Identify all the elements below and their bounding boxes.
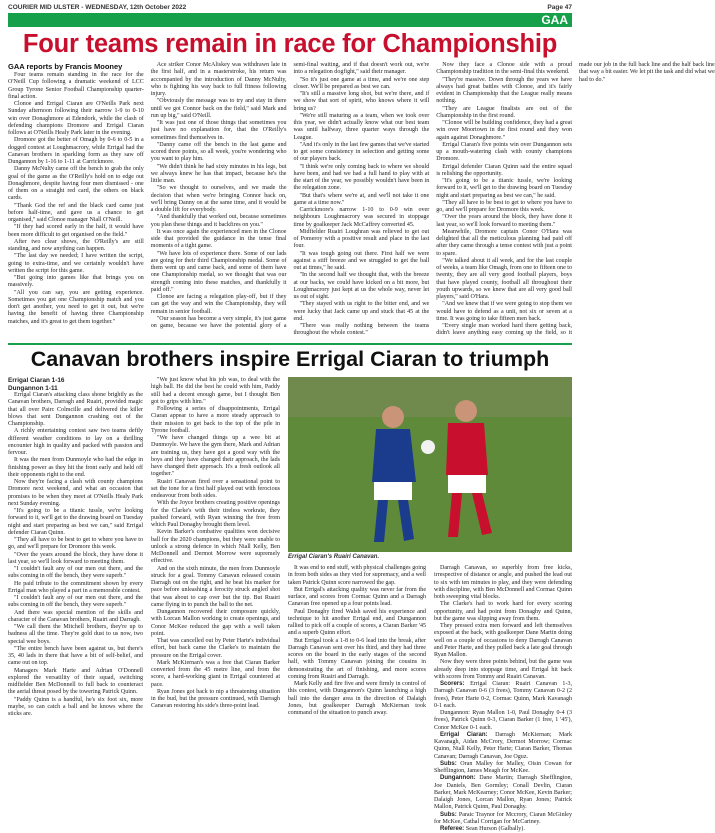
story2-paragraph: "Over the years around the block, they have done it last year, so we'll look forward to meeting them. [8,551,143,565]
story1-paragraph: "It's going to be a titanic tussle, we're looking forward to it, we'll get to the drawing board on Tuesday night and start preparing as best we can," he said. [436,178,572,199]
story2-body [8,377,573,832]
lineup-text: Sean Hurson (Galbally). [465,826,525,832]
lineup-entry [434,681,572,710]
story1-paragraph: "And thankfully that worked out, because sometimes you plan these things and it backfires on you." [150,214,287,228]
story2-paragraph: "We call them the Mitchell brothers, they're up to badness all the time. They're gold dust to us now, two special wee boys. [8,624,143,645]
story1-paragraph: "Danny came off the bench in the last game and scored three points, so all week, you're wondering who you want to play him. [150,141,287,163]
story1-paragraph: Danny McNulty came off the bench to grab the only goal of the game as the O'Reilly's hold on to edge out Donaghmore, despite having four men dismissed - one of them on a straight red card, the others on black cards. [8,166,144,202]
story1-paragraph: "But going into games like that brings you on massively. [8,275,144,289]
story1-paragraph: "We didn't think he had sixty minutes in his legs, but we always knew he has that impact, because he's the little man. [150,163,287,184]
lineup-entry [434,826,572,833]
story1-paragraph: Clonoe are facing a relegation play-off, but if they can get the way and win the Championship, they will remain in senior football. [150,294,287,315]
story2-paragraph: Managers Mark Harte and Adrian O'Donnell explored the versatility of their squad, switching midfielder Ben McDonnell to full back to counteract the aerial threat posed by the towering Patrick Quinn. [8,667,143,696]
story2-headline: Canavan brothers inspire Errigal Ciaran to triumph [30,347,550,371]
story1-paragraph: Ace striker Conor McAliskey was withdrawn late in the first half, and in a masterstroke, his return was accompanied by the introduction of Danny McNulty, who is fighting his way back to full fitness following injury. [150,62,287,97]
story2-paragraph: And there was special mention of the skills and character of the Canavan brothers, Ruairi and Darragh. [8,609,143,623]
story2-paragraph: And on the sixth minute, the men from Dunmoyle struck for a goal. Tommy Canavan released cousin Darragh out on the right, and he beat his marker for pace before unleashing a ferocity struck angled shot that was about to cap over but the tip. But Ruairi came flying in to punch the ball to the net. [151,565,280,608]
story1-paragraph: "If they had scored early in the half, it would have been more difficult to get organised on the field." [8,224,144,238]
story1-paragraph: Clonoe and Errigal Ciaran are O'Neills Park next Sunday afternoon following their narrow 1-9 to 0-10 win over Donaghmore at Edendork, while the clash of defending champions Dromore and Errigal Ciaran follows at O'Neills Healy Park later in the evening. [8,101,144,136]
lineup-text: Oran Malley for Malley, Oisin Cowan for Shefflington, James Meagh for McKee. [434,760,573,774]
story1-paragraph: "But that's where we're at, and we'll not take it one game at a time now." [293,192,430,206]
story1-paragraph: It was once again the experienced men in the Clonoe side that provided the guidance in the tense final moments of a tight game. [150,228,287,250]
story1-paragraph: Meanwhile, Dromore captain Conor O'Hara was delighted that all the meticulous planning had paid off after they came through a tense contest with just a point to spare. [436,228,572,257]
story1-paragraph: Four teams remain standing in the race for the O'Neill Cup following a dramatic weekend of LCC Group Tyrone Senior Football Championship quarter-final action. [8,72,144,100]
story2-paragraph: Following a series of disappointments, Errigal Ciaran appear to have a more steady approach to their mission to get back to the top of the pile in Tyrone football. [151,406,280,434]
story2-column-b [151,377,280,732]
story1-paragraph: "Our season has become a very simple, it's just game on game, because we have the potential glory of a semi-final waiting, and if that doesn't work out, we're into a relegation dogfight," said their manager. [150,62,430,329]
story1-paragraph: "So it's just one game at a time, and we're one step closer. We'll be prepared as best we can. [293,76,430,90]
story1-paragraph: "We have lots of experience there. Some of our lads are going for their third Championship medal. Some of them went up and came back, and some of them have one Championship medal, so we thought that was our strength coming into these matches, and thankfully it paid off." [150,250,287,293]
story1-paragraph: "There was really nothing between the teams throughout the whole contest." [293,323,430,337]
lineup-label: Referee: [440,826,466,832]
lineup-entry [434,710,572,732]
story1-paragraph: "They're massive. Down through the years we have always had great battles with Clonoe, and it's fairly evident in Championship that the League really means nothing. [436,76,572,105]
story1-paragraph: "Over the years around the block, they have done it last year, so we'll look forward to meeting them." [436,214,572,228]
story2-paragraph: Ruairi Canavan fired over a sensational point to set the tone for a first half played out with ferocious endeavour from both sides. [151,478,280,499]
story1-paragraph: "We're still maturing as a team, when we took over this year, we didn't actually know what our best team was until halfway, three quarter ways through the League. [293,112,430,141]
story2-paragraph: Paul Donaghy fired Walsh saved his experience and technique to hit another Errigal end, and Dungannon rallied to pick off a couple of scores, a Ciaran Barker '45 and a superb Quinn effort. [288,608,426,637]
story1-paragraph: "And we knew that if we were going to stop them we would have to defend as a unit, not six or seven at a time. It was going to take fifteen men back. [436,301,572,322]
masthead-bar [8,3,572,13]
section-bar [8,13,572,27]
story2-paragraph: Mark Kelly and fire five and were firmly in control of this contest, with Dungannon's Quinn launching a high ball into the danger area in the direction of Dalaigh Jones, but goalkeeper Darragh McKiernan took command of the situation to punch away. [288,681,426,716]
story-divider [8,343,572,345]
story1-paragraph: "I think we're only coming back to where we should have been, and had we had a full hand to play with at the start of the year, we possibly wouldn't have been in the relegation zone. [293,163,430,192]
story1-paragraph: Now they face a Clonoe side with a proud Championship tradition in the semi-final this weekend. [436,62,572,76]
story2-paragraph: With the Joyce brothers creating positive openings for the Clarke's with their tireless workrate, they pushed forward, with Ryan winning the free from which Paul Donaghy brought them level. [151,500,280,528]
story1-paragraph: "It was tough going out there. First half we were against a stiff breeze and we struggled to get the ball out at times," he said. [293,250,430,271]
story1-paragraph: "Obviously the message was to try and stay in there until we got Connor back on the field," said Mark and run up big," said O'Neill. [150,98,287,119]
story1-paragraph: "So we thought to ourselves, and we made the decision that when we're bringing Connor back on, we'll bring Danny on at the same time, and it would be a double lift for everybody. [150,185,287,213]
story2-paragraph: Ryan Jones got back to nip a threatening situation in the bud, but the pressure continued, with Darragh Canavan restoring his side's three-point lead. [151,688,280,710]
story1-paragraph: "Clonoe will be building confidence, they had a great win over Moortown in the first round and they won again against Donaghmore." [436,120,572,141]
story2-paragraph: "I couldn't fault any of our men out there, and the subs coming in off the bench, they were superb." [8,566,143,580]
lineup-label: Subs: [440,811,459,818]
story2-paragraph: It was end to end stuff, with physical challenges going in from both sides as they vied for supremacy, and a well taken Patrick Quinn score narrowed the gap. [288,565,426,586]
story1-paragraph: "Thank God the ref and the black card came just before half-time, and gave us a chance to get organised," said Clonoe manager Niall O'Neill. [8,202,144,223]
lineup-text: Dungannon: Ryan Mallon 1-0, Paul Donaghy 0-4 (3 frees), Patrick Quinn 0-3, Ciaran Barker (1 free, 1 '45'), Conor McKee 0-1 each. [434,710,572,731]
story1-columns [8,62,715,340]
photo-caption: Errigal Ciaran's Ruairi Canavan. [288,554,380,560]
story2-paragraph: "They all have to be best to get to where you have to go, and we'll prepare for Dromore this week. [8,537,143,551]
story1-byline: GAA reports by Francis Mooney [8,62,123,71]
section-label: GAA [541,13,568,27]
story2-paragraph: That was cancelled out by Peter Harte's individual effort, but back came the Clarke's to maintain the pressure on the Errigal cover. [151,638,280,659]
story2-paragraph: "Paddy Quinn is a handful, he's six foot six, more maybe, so can catch a ball and he knows where the sticks are. [8,696,143,718]
story1-paragraph: "They stayed with us right to the bitter end, and we were lucky that Jack came up and stuck that 45 at the end. [293,301,430,322]
lineup-text: Paraic Traynor for Mccrory, Ciaran McGinley for McKee, Cathal Corrigan for McCartney. [434,811,572,825]
lineup-label: Errigal Ciaran: [440,731,496,738]
story2-paragraph: "The entire bench have been against us, but there's 35, 40 lads in there that have a bit of self-belief, and came out on top. [8,645,143,667]
story1-paragraph: Errigal Ciaran's five points win over Dungannon sets up a mouth-watering clash with county champions Dromore. [436,141,572,163]
story1-paragraph: Carrickmore's narrow 1-10 to 0-9 win over neighbours Loughmacrory was secured in stoppage time by goalkeeper Jack McCaffrey converted 45. [293,207,430,228]
story1-headline: Four teams remain in race for Championship [22,30,558,58]
lineup-label: Scorers: [440,681,471,687]
story2-column-a [8,377,143,732]
story1-paragraph: "Every single man worked hard there getting back, didn't leave anything easy coming up the field, so it made our job in the full back line and the half back line that way a bit easier. We let pit the task and did what we had to do." [436,62,715,337]
story2-paragraph: Now they're facing a clash with county champions Dromore next weekend, and what an occasion that promises to be when they meet at O'Neills Healy Park next Sunday evening. [8,479,143,507]
story2-column-e [434,565,573,832]
lineup-entry [434,761,572,776]
lineup-label: Subs: [440,760,461,767]
story1-body [8,62,715,340]
story2-column-d [288,565,426,732]
story2-paragraph: Darragh Canavan, so superbly from free kicks, irrespective of distance or angle, and pushed the lead out to six with ten minutes to play, and they were defending with discipline, with Ben McDonnell and Cormac Quinn both sweeping vital blocks. [434,565,572,600]
match-photo-illustration [288,377,572,552]
score-line-2: Dungannon 1-11 [8,384,58,392]
lineup-entry [434,775,572,811]
football-shape [421,440,435,454]
story2-paragraph: A richly entertaining contest saw two teams deftly different weather conditions to lay on a thrilling encounter high in quality and packed with passion and fervour. [8,428,143,457]
page-number: Page 47 [547,4,572,11]
story1-paragraph: "It was just one of those things that sometimes you just have no explanation for, that the O'Reilly's sometimes find themselves in. [150,120,287,141]
story2-paragraph: "We have changed things up a wee bit at Dunmoyle. We have the gym there, Mark and Adrian are training us, they have got a good way with the boys and they have changed their approach, the lads have changed their approach. It's a fresh outlook all together." [151,435,280,478]
story2-paragraph: The Clarke's had to work hard for every scoring opportunity, and had point from Donaghy and Quinn, but the game was slipping away from them. [434,601,572,622]
story2-paragraph: Kevin Barker's combative qualities won decisive ball for the 2020 champions, but they were unable to unlock a strong defence in which Niall Kelly, Ben McDonnell and Dermot Morrow were supremely effective. [151,529,280,565]
score-line-1: Errigal Ciaran 1-16 [8,377,65,384]
story2-paragraph: But Errigal took a 1-8 to 0-6 lead into the break, after Darragh Canavan sent over his third, and they had three scores on the board in the early stages of the second half, with Tommy Canavan joining the cousins in demonstrating the art of finishing, and more scores coming from Ruairi and Darragh. [288,637,426,680]
story2-paragraph: It was the men from Dunmoyle who had the edge in finishing power as they hit the front early and held off their opponents right to the end. [8,457,143,478]
story1-paragraph: Dromore got the better of Omagh by 0-6 to 0-5 in a dogged contest at Loughmacrory, while Errigal had the Canavan brothers in sparkling form as they saw off Dungannon by 1-16 to 1-11 at Carrickmore. [8,137,144,165]
match-photo [288,377,572,552]
story2-paragraph: They pressed extra men forward and left themselves exposed at the back, with goalkeeper Dane Martin doing well on a couple of occasions to deny Darragh Canavan and Peter Harte, and they pulled back a late goal through Ryan Mallon. [434,623,572,658]
story2-paragraph: Now they were three points behind, but the game was already deep into stoppage time, and Errigal hit back with scores from Tommy and Ruairi Canavan. [434,659,572,680]
lineup-entry [434,732,572,761]
story1-paragraph: "It's still a massive long shot, but we're there, and if we show that sort of spirit, who knows where it will bring us? [293,91,430,112]
story1-paragraph: "In the second half we thought that, with the breeze at our backs, we could have kicked on a bit more, but Loughmacrory just kept at us the whole way, never let us out of sight. [293,272,430,300]
story1-paragraph: "We talked about it all week, and for the last couple of weeks, a team like Omagh, from one to fifteen one to twenty, they are all very good football players, boys that have played county, football all throughout their youth upwards, so we knew that are all very good ball players," said O'Hara. [436,257,572,300]
lineup-entry [434,812,572,827]
story1-paragraph: Midfielder Ruairi Loughran was relieved to get out of Pomeroy with a positive result and place in the last four. [293,228,430,250]
story1-paragraph: After two clear shows, the O'Reilly's are still standing, and now anything can happen. [8,238,144,252]
story2-paragraph: Dungannon recovered their composure quickly, with Lorcan Mallon working to create openings, and Conor McKee reduced the gap with a well taken point. [151,609,280,637]
story2-paragraph: Errigal Ciaran's attacking class shone brightly as the Canavan brothers, Darragh and Ruairi, provided magic that all over Pairc Colmcille and delivered the killer blows that sent Dungannon crashing out of the Championship. [8,392,143,428]
lineup-text: Errigal Ciaran: Ruairi Canavan 1-3, Darragh Canavan 0-6 (3 frees), Tommy Canavan 0-2 (2 frees), Peter Harte 0-2, Cormac Quinn, Mark Kavanagh 0-1 each. [434,681,572,709]
story1-paragraph: "All you can say, you are getting experience. Sometimes you get one Championship match and you don't get another, you need to get it out, but we're having the benefit of having three Championship matches, and it's great to get them together." [8,289,144,325]
story2-paragraph: Mark McKiernan's was a free that Ciaran Barker converted from the 45 metre line, and from the score, a hard-working giant in Errigal countered at pace. [151,659,280,688]
lineup-text: Darragh McKiernan; Mark Kavanagh, Aidan McCrory, Dermot Morrow; Cormac Quinn, Niall Kelly, Peter Harte; Ciaran Barker, Thomas Canavan; Darragh Canavan, Joe Oguz. [434,731,572,760]
story1-paragraph: "They all have to be best to get to where you have to go, and we'll prepare for Dromore this week. [436,199,572,213]
story2-paragraph: "I couldn't fault any of our men out there, and the subs coming in off the bench, they were superb." [8,595,143,609]
story2-paragraph: "We just know what his job was, to deal with the high ball. He did the best he could with him, Paddy still had a decent enough game, but I thought Ben got to grips with him." [151,377,280,405]
lineup-label: Dungannon: [440,775,480,782]
story1-paragraph: "The last day we needed; I have written the script, going to extra-time, and we certainly wouldn't have written the script for this game. [8,253,144,274]
story2-paragraph: He paid tribute to the commitment shown by every Errigal man who played a part in a memorable contest. [8,580,143,594]
story1-paragraph: "They are League finalists are out of the Championship in the first round. [436,105,572,119]
story2-paragraph: "It's going to be a titanic tussle, we're looking forward to it, we'll get to the drawing board on Tuesday night and start preparing as best we can," said Errigal defender Ciaran Quinn. [8,508,143,536]
masthead-text: COURIER MID ULSTER - WEDNESDAY, 12th October 2022 [8,4,187,11]
story1-paragraph: Errigal defender Ciaran Quinn said the entire squad is relishing the opportunity. [436,163,572,177]
story2-paragraph: But Errigal's attacking quality was never far from the surface, and scores from Cormac Quinn and a Darragh Canavan free opened up a four points lead. [288,586,426,608]
story1-paragraph: "And it's only in the last few games that we've started to get some consistency in selection and getting some of our players back. [293,141,430,163]
lineup-text: Dane Martin; Darragh Shefflington, Joe Daniels, Ben Gormley; Conall Devlin, Ciaran Barker, Mark McKearney; Conor McKee, Kevin Barker; Dalaigh Jones, Lorcan Mallon, Ryan Jones; Patrick Mallon, Patrick Quinn, Paul Donaghy. [434,775,573,811]
